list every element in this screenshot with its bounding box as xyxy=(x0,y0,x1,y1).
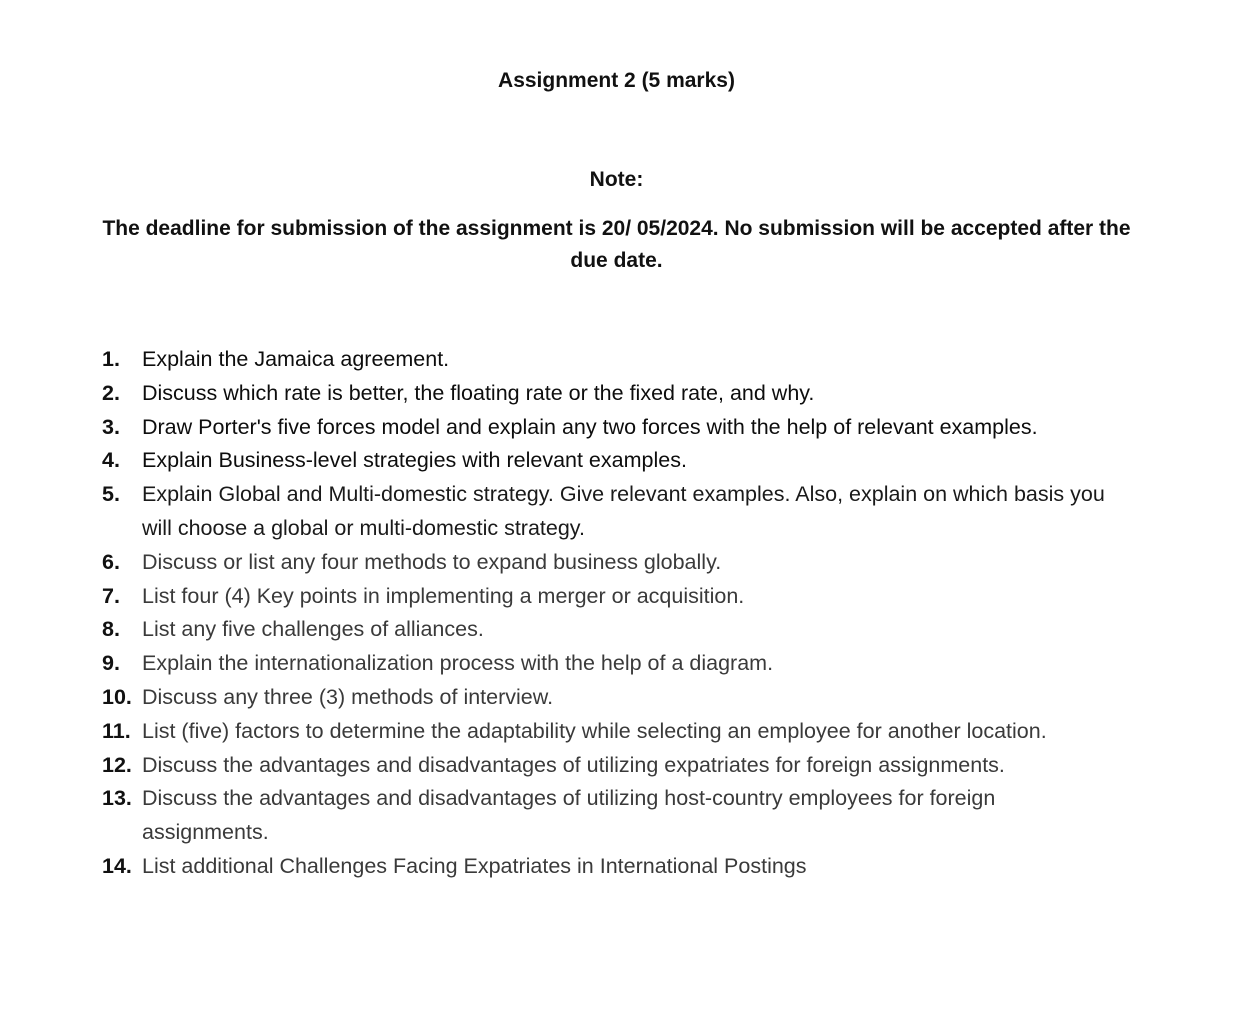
question-number: 13. xyxy=(102,786,132,811)
question-text: Discuss which rate is better, the floating rate or the fixed rate, and why. xyxy=(142,380,815,405)
question-text: Explain the internationalization process with the help of a diagram. xyxy=(142,651,774,676)
question-number: 12. xyxy=(102,752,132,777)
question-item xyxy=(102,681,1127,715)
question-number: 11. xyxy=(102,718,131,743)
question-text: Explain Global and Multi-domestic strategy. Give relevant examples. Also, explain on which basis you will choose a global or multi-domestic strategy. xyxy=(142,482,1105,540)
question-item xyxy=(102,411,1127,445)
question-item xyxy=(102,546,1127,580)
question-item xyxy=(102,580,1127,614)
question-list xyxy=(102,343,1127,884)
note-label: Note: xyxy=(589,168,644,191)
question-text: List additional Challenges Facing Expatriates in International Postings xyxy=(142,853,807,878)
question-text: Explain Business-level strategies with relevant examples. xyxy=(142,448,687,473)
question-item xyxy=(102,343,1127,377)
question-item xyxy=(102,647,1127,681)
question-text: List four (4) Key points in implementing a merger or acquisition. xyxy=(142,583,745,608)
question-text: List any five challenges of alliances. xyxy=(142,617,484,642)
question-number: 1. xyxy=(102,347,120,371)
question-number: 14. xyxy=(102,853,132,878)
question-number: 3. xyxy=(102,414,120,439)
question-number: 7. xyxy=(102,583,120,608)
question-text: Discuss any three (3) methods of interview. xyxy=(142,684,554,709)
question-number: 6. xyxy=(102,549,120,574)
question-item xyxy=(102,613,1127,647)
question-item xyxy=(102,377,1127,411)
question-number: 4. xyxy=(102,448,120,473)
question-text: Discuss the advantages and disadvantages of utilizing expatriates for foreign assignments. xyxy=(142,752,1005,777)
question-item xyxy=(102,850,1127,884)
question-number: 10. xyxy=(102,684,132,709)
question-text: Discuss the advantages and disadvantages of utilizing host-country employees for foreign assignments. xyxy=(142,786,996,845)
question-text: Discuss or list any four methods to expand business globally. xyxy=(142,549,722,574)
page-title: Assignment 2 (5 marks) xyxy=(498,69,735,92)
question-text: List (five) factors to determine the adaptability while selecting an employee for another location. xyxy=(142,718,1047,743)
question-item xyxy=(102,749,1127,783)
question-number: 9. xyxy=(102,651,120,676)
question-item xyxy=(102,715,1127,749)
question-item xyxy=(102,782,1127,850)
question-number: 8. xyxy=(102,617,120,642)
question-item xyxy=(102,444,1127,478)
deadline-note: The deadline for submission of the assignment is 20/ 05/2024. No submission will be accepted after the due date. xyxy=(102,217,1131,272)
question-text: Draw Porter's five forces model and explain any two forces with the help of relevant examples. xyxy=(142,414,1038,439)
question-text: Explain the Jamaica agreement. xyxy=(142,347,450,371)
question-number: 5. xyxy=(102,482,120,507)
question-item xyxy=(102,478,1127,546)
question-number: 2. xyxy=(102,380,120,405)
